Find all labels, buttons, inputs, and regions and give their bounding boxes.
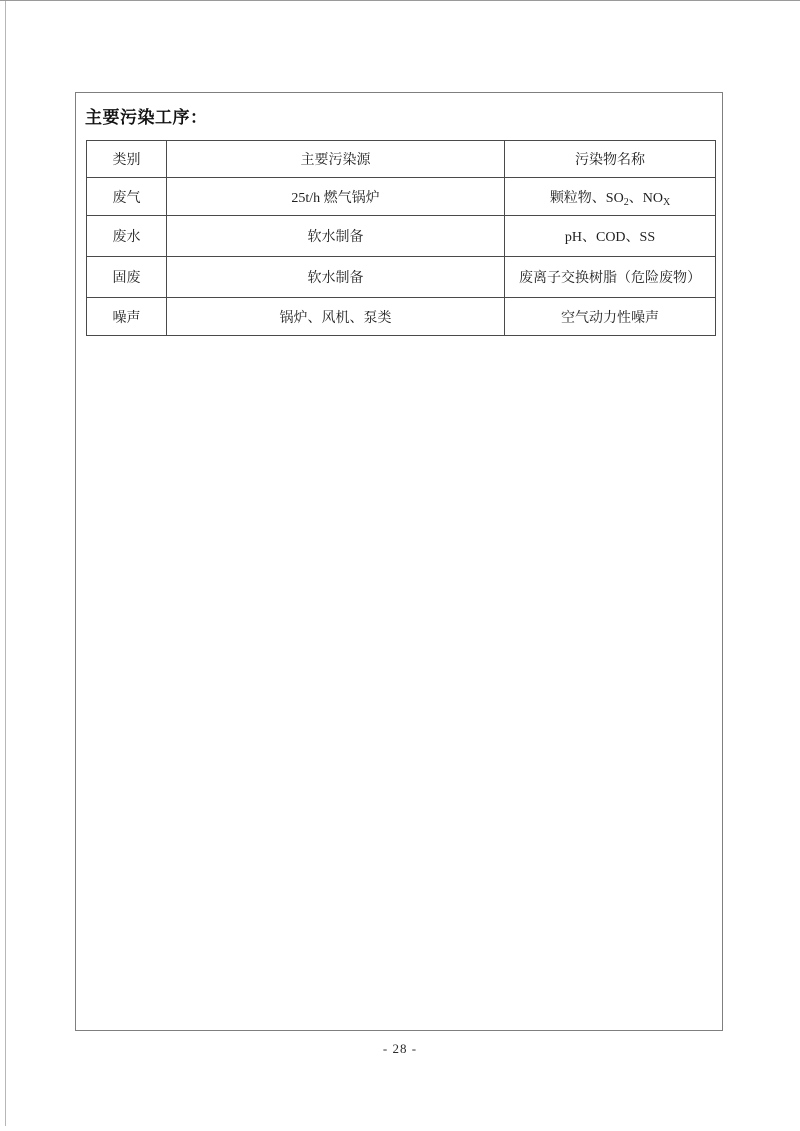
cell-pollutant: pH、COD、SS: [505, 216, 716, 257]
cell-category: 废水: [87, 216, 167, 257]
pollutant-subscript: X: [662, 196, 671, 208]
cell-source: 软水制备: [167, 216, 505, 257]
cell-source: 25t/h 燃气锅炉: [167, 178, 505, 216]
pollutant-text: 、NO: [628, 190, 663, 206]
cell-source: 软水制备: [167, 257, 505, 298]
table-row-waste-gas: [87, 178, 716, 216]
column-header-pollutant: 污染物名称: [505, 141, 716, 178]
content-frame: [75, 92, 723, 1031]
page-number: - 28 -: [382, 1041, 418, 1056]
column-header-category: 类别: [87, 141, 167, 178]
table-header-row: [87, 141, 716, 178]
cell-category: 噪声: [87, 298, 167, 336]
pollution-table: [86, 140, 716, 336]
table-row-waste-water: [87, 216, 716, 257]
cell-pollutant: [505, 178, 716, 216]
page-top-edge: [0, 0, 800, 1]
cell-category: 固废: [87, 257, 167, 298]
pollutant-subscript: 2: [623, 196, 629, 208]
section-heading: 主要污染工序：: [85, 108, 208, 127]
cell-pollutant: 废离子交换树脂（危险废物）: [505, 257, 716, 298]
column-header-source: 主要污染源: [167, 141, 505, 178]
cell-category: 废气: [87, 178, 167, 216]
page-left-edge: [5, 1, 6, 1126]
cell-pollutant: 空气动力性噪声: [505, 298, 716, 336]
table-row-solid-waste: [87, 257, 716, 298]
pollutant-text: 颗粒物、SO: [549, 190, 624, 206]
table-row-noise: [87, 298, 716, 336]
cell-source: 锅炉、风机、泵类: [167, 298, 505, 336]
